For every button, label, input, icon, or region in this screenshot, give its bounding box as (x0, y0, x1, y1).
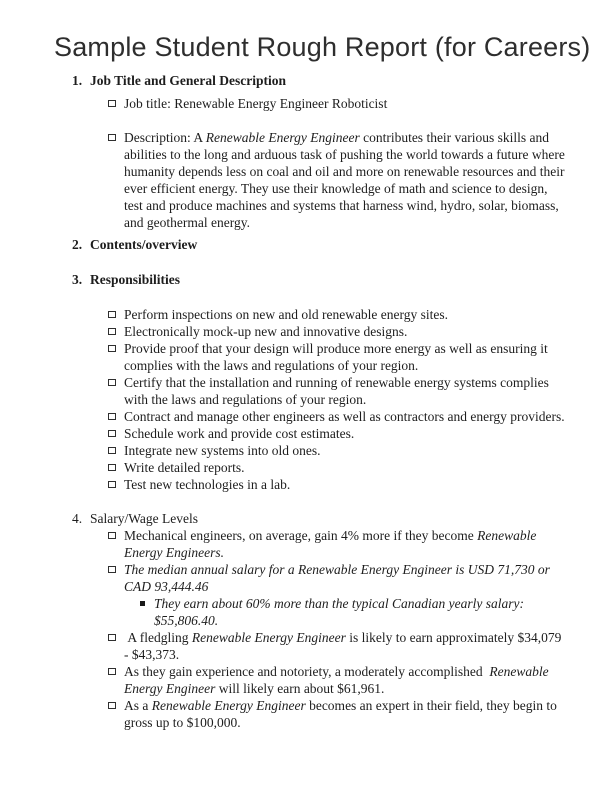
bullet-text (124, 425, 566, 442)
text-run: Contract and manage other engineers as well as contractors and energy providers. (124, 409, 565, 424)
bullet-item (0, 527, 604, 561)
report-section (0, 271, 604, 493)
hollow-square-bullet-icon (108, 668, 116, 675)
text-run: Write detailed reports. (124, 460, 245, 475)
text-run: is likely to earn approximately $34,079 - $43,373. (124, 630, 565, 662)
section-heading-text: Responsibilities (90, 272, 181, 287)
bullet-text (124, 561, 566, 595)
bullet-text (124, 442, 566, 459)
text-run: A fledgling (124, 630, 192, 645)
section-number: 4. (72, 511, 83, 526)
hollow-square-bullet-icon (108, 464, 116, 471)
text-run: Description: A (124, 130, 206, 145)
bullet-item (0, 697, 604, 731)
bullet-item (0, 459, 604, 476)
bullet-item (0, 129, 604, 231)
italic-text-run: The median annual salary for a Renewable Energy Engineer is USD 71,730 or CAD 93,444.46 (124, 562, 554, 594)
hollow-square-bullet-icon (108, 100, 116, 107)
text-run: will likely earn about $61,961. (215, 681, 385, 696)
report-section (0, 236, 604, 253)
bullet-text (154, 595, 556, 629)
hollow-square-bullet-icon (108, 447, 116, 454)
text-run: becomes an expert in their field, they begin to gross up to $100,000. (124, 698, 561, 730)
hollow-square-bullet-icon (108, 379, 116, 386)
hollow-square-bullet-icon (108, 328, 116, 335)
text-run: Schedule work and provide cost estimates. (124, 426, 355, 441)
text-run: Certify that the installation and running of renewable energy systems complies with the laws and regulations of your region. (124, 375, 553, 407)
italic-text-run: Renewable Energy Engineer (205, 130, 360, 145)
italic-text-run: Renewable Energy Engineer (191, 630, 346, 645)
text-run: Test new technologies in a lab. (124, 477, 291, 492)
hollow-square-bullet-icon (108, 481, 116, 488)
text-run: Job title: Renewable Energy Engineer Roboticist (124, 96, 388, 111)
bullet-text (124, 629, 566, 663)
bullet-text (124, 697, 566, 731)
hollow-square-bullet-icon (108, 311, 116, 318)
text-run: Electronically mock-up new and innovative designs. (124, 324, 408, 339)
text-run: As a (124, 698, 152, 713)
text-run: As they gain experience and notoriety, a moderately accomplished (124, 664, 490, 679)
text-run: contributes their various skills and abilities to the long and arduous task of pushing the world towards a future where humanity depends less on coal and oil and more on renewable resources and their ever efficient energy. They use their knowledge of math and science to design, test and produce machines and systems that harness wind, hydro, solar, biomass, and geothermal energy. (124, 130, 569, 230)
bullet-item (0, 595, 604, 629)
bullet-text (124, 476, 566, 493)
bullet-item (0, 561, 604, 595)
bullet-item (0, 663, 604, 697)
report-section (0, 72, 604, 231)
section-number: 2. (72, 237, 83, 252)
bullet-item (0, 425, 604, 442)
bullet-item (0, 340, 604, 374)
bullet-text (124, 129, 569, 231)
text-run: Provide proof that your design will produce more energy as well as ensuring it complies with the laws and regulations of your region. (124, 341, 552, 373)
italic-text-run: Renewable Energy Engineer (151, 698, 306, 713)
bullet-text (124, 663, 566, 697)
bullet-text (124, 527, 566, 561)
hollow-square-bullet-icon (108, 566, 116, 573)
hollow-square-bullet-icon (108, 634, 116, 641)
bullet-text (124, 340, 566, 374)
bullet-item (0, 629, 604, 663)
hollow-square-bullet-icon (108, 413, 116, 420)
bullet-text (124, 306, 566, 323)
section-number: 3. (72, 272, 83, 287)
bullet-text (124, 374, 566, 408)
bullet-item (0, 323, 604, 340)
hollow-square-bullet-icon (108, 702, 116, 709)
section-heading (0, 72, 604, 89)
bullet-item (0, 476, 604, 493)
bullet-text (124, 408, 566, 425)
italic-text-run: They earn about 60% more than the typical Canadian yearly salary: $55,806.40. (154, 596, 528, 628)
italic-text-run: Renewable Energy Engineer (124, 664, 552, 696)
hollow-square-bullet-icon (108, 345, 116, 352)
bullet-item (0, 442, 604, 459)
italic-text-run: Renewable Energy Engineers. (124, 528, 540, 560)
section-heading-text: Contents/overview (90, 237, 198, 252)
bullet-text (124, 95, 566, 112)
bullet-item (0, 408, 604, 425)
bullet-text (124, 459, 566, 476)
text-run: Integrate new systems into old ones. (124, 443, 321, 458)
bullet-text (124, 323, 566, 340)
hollow-square-bullet-icon (108, 134, 116, 141)
bullet-item (0, 374, 604, 408)
section-heading (0, 236, 604, 253)
hollow-square-bullet-icon (108, 532, 116, 539)
bullet-item (0, 95, 604, 112)
hollow-square-bullet-icon (108, 430, 116, 437)
section-heading-text: Job Title and General Description (90, 73, 287, 88)
report-section (0, 510, 604, 731)
section-heading (0, 510, 604, 527)
section-heading-text: Salary/Wage Levels (90, 511, 198, 526)
section-heading (0, 271, 604, 288)
document-body (0, 64, 604, 731)
text-run: Mechanical engineers, on average, gain 4% more if they become (124, 528, 478, 543)
document-title: Sample Student Rough Report (for Careers) (54, 32, 591, 62)
bullet-item (0, 306, 604, 323)
section-number: 1. (72, 73, 83, 88)
filled-square-bullet-icon (140, 601, 145, 606)
text-run: Perform inspections on new and old renewable energy sites. (124, 307, 449, 322)
